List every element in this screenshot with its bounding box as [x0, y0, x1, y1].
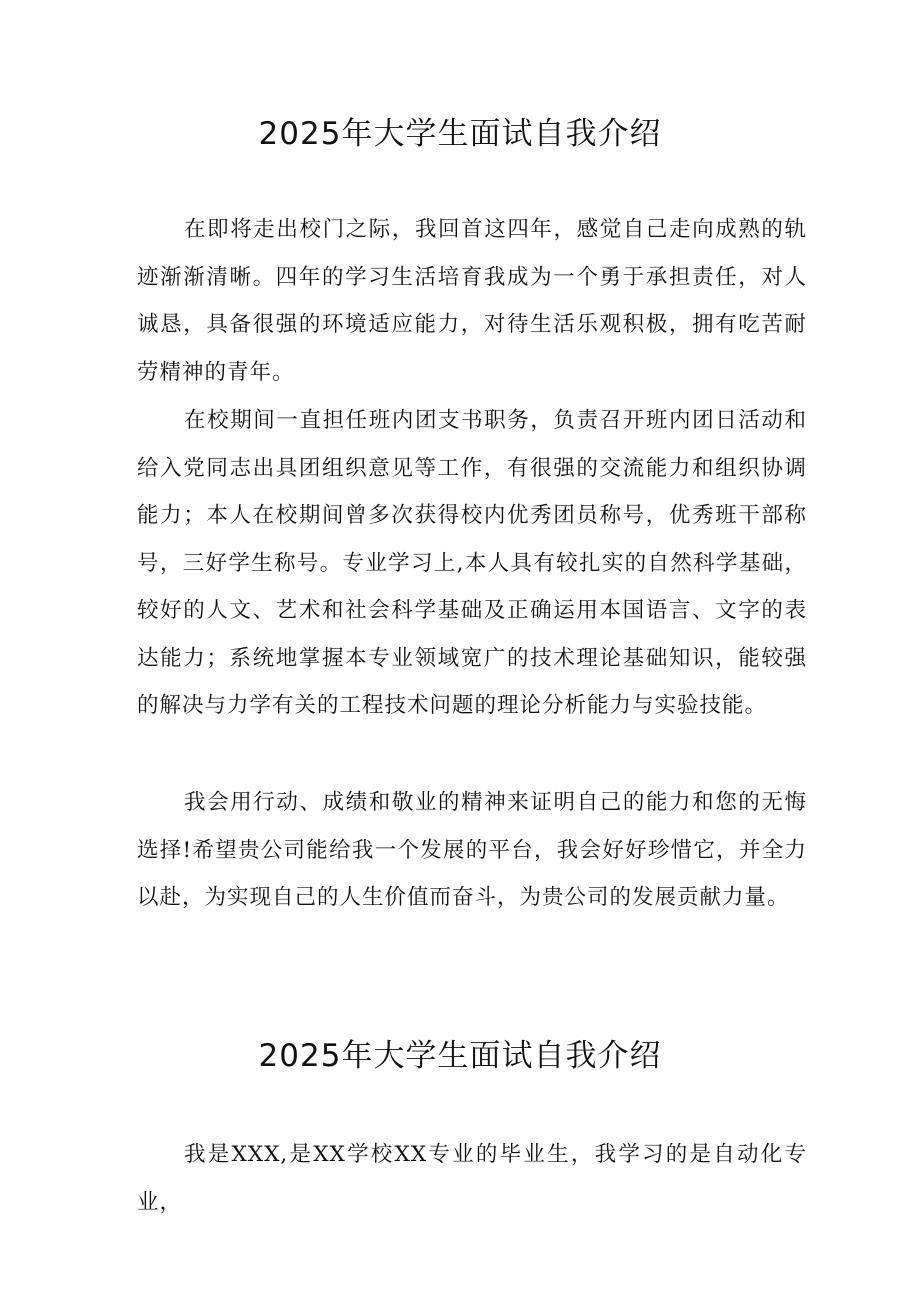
paragraph-intro: 在即将走出校门之际，我回首这四年，感觉自己走向成熟的轨迹渐渐清晰。四年的学习生活培育我成为一个勇于承担责任，对人诚恳，具备很强的环境适应能力，对待生活乐观积极，拥有吃苦耐劳精神的青年。: [137, 217, 807, 385]
paragraph-closing: 我会用行动、成绩和敬业的精神来证明自己的能力和您的无悔选择!希望贵公司能给我一个发展的平台，我会好好珍惜它，并全力以赴，为实现自己的人生价值而奋斗，为贵公司的发展贡献力量。: [137, 790, 807, 910]
paragraph-second-intro: 我是XXX,是XX学校XX专业的毕业生，我学习的是自动化专业，: [137, 1142, 807, 1215]
section-title-2: 2025年大学生面试自我介绍: [258, 1038, 662, 1074]
paragraph-experience: 在校期间一直担任班内团支书职务，负责召开班内团日活动和给入党同志出具团组织意见等工作，有很强的交流能力和组织协调能力；本人在校期间曾多次获得校内优秀团员称号，优秀班干部称号，三好学生称号。专业学习上,本人具有较扎实的自然科学基础，较好的人文、艺术和社会科学基础及正确运用本国语言、文字的表达能力；系统地掌握本专业领域宽广的技术理论基础知识，能较强的解决与力学有关的工程技术问题的理论分析能力与实验技能。: [137, 408, 807, 718]
section-title-1: 2025年大学生面试自我介绍: [258, 116, 662, 152]
